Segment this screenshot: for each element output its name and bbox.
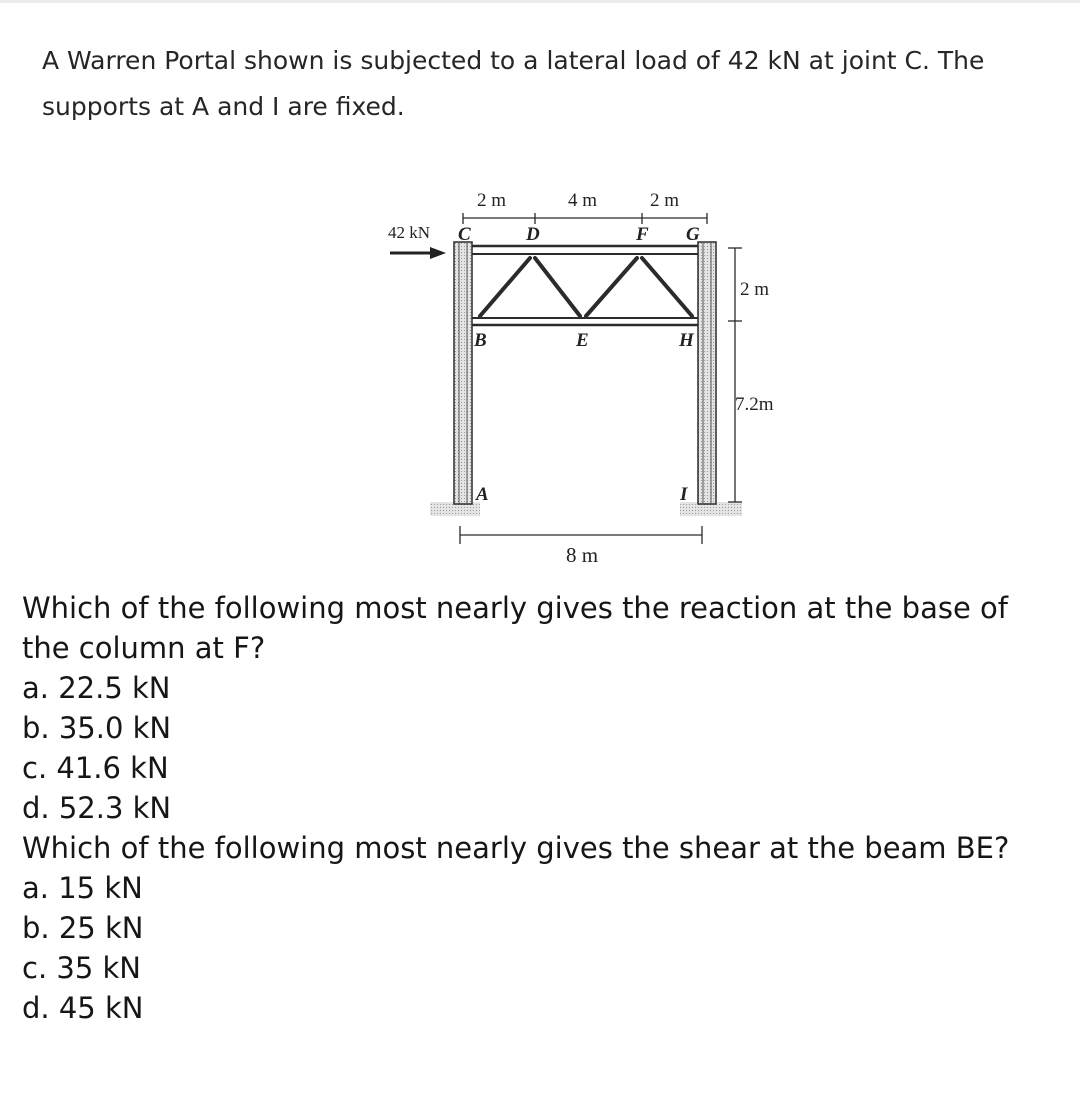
diagonal-b-d xyxy=(480,258,530,316)
joint-d-label: D xyxy=(526,224,540,245)
dim-top-right: 2 m xyxy=(650,190,680,211)
question-2-option-b: b. 25 kN xyxy=(22,911,144,945)
bottom-chord xyxy=(472,318,698,325)
joint-c-label: C xyxy=(458,224,471,245)
question-1-option-a: a. 22.5 kN xyxy=(22,671,171,705)
problem-intro: A Warren Portal shown is subjected to a lateral load of 42 kN at joint C. The supports at A and I are fixed. xyxy=(42,46,985,121)
question-1 xyxy=(22,588,1062,828)
load-arrow xyxy=(390,247,446,259)
dim-right-upper: 2 m xyxy=(740,279,770,300)
top-dimension-line xyxy=(463,213,707,224)
question-1-option-b: b. 35.0 kN xyxy=(22,711,172,745)
joint-h-label: H xyxy=(679,330,694,351)
questions xyxy=(22,588,1062,1028)
dim-top-middle: 4 m xyxy=(568,190,598,211)
question-2 xyxy=(22,828,1062,1028)
dim-right-lower: 7.2m xyxy=(735,394,774,415)
top-divider xyxy=(0,0,1080,3)
top-chord xyxy=(472,246,698,254)
warren-diagonals xyxy=(480,258,692,316)
question-2-option-c: c. 35 kN xyxy=(22,951,141,985)
question-1-option-c: c. 41.6 kN xyxy=(22,751,169,785)
diagonal-e-f xyxy=(586,258,637,316)
left-column xyxy=(454,242,472,504)
portal-diagram xyxy=(380,180,800,570)
joint-e-label: E xyxy=(576,330,589,351)
joint-i-label: I xyxy=(680,484,688,505)
joint-a-label: A xyxy=(476,484,489,505)
dim-bottom: 8 m xyxy=(566,543,599,567)
bottom-dimension-line xyxy=(460,526,702,544)
joint-b-label: B xyxy=(474,330,487,351)
question-2-option-a: a. 15 kN xyxy=(22,871,143,905)
question-1-text: Which of the following most nearly gives the reaction at the base of the column at F? xyxy=(22,591,1008,665)
diagonal-f-h xyxy=(642,258,692,316)
diagonal-d-e xyxy=(535,258,580,316)
load-label: 42 kN xyxy=(388,223,431,242)
question-2-option-d: d. 45 kN xyxy=(22,991,144,1025)
joint-g-label: G xyxy=(686,224,700,245)
dim-top-left: 2 m xyxy=(477,190,507,211)
right-column xyxy=(698,242,716,504)
question-1-option-d: d. 52.3 kN xyxy=(22,791,172,825)
joint-f-label: F xyxy=(636,224,649,245)
question-2-text: Which of the following most nearly gives the shear at the beam BE? xyxy=(22,831,1010,865)
warren-portal-figure xyxy=(380,180,800,570)
